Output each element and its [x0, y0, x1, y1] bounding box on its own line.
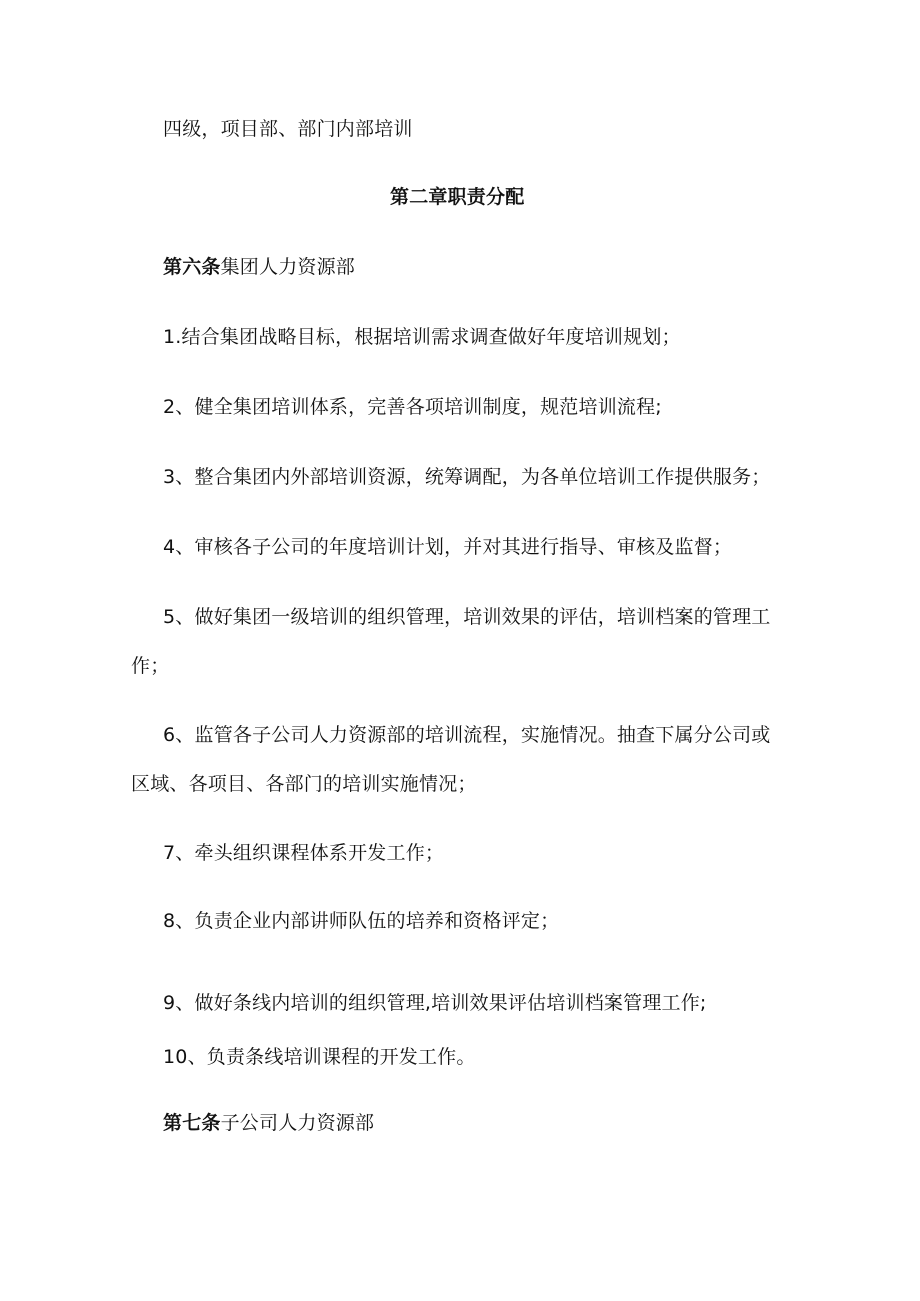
- article7-number: 第七条: [163, 1112, 221, 1134]
- article6-item-5-continued: 作；: [131, 655, 170, 677]
- article7-title: 子公司人力资源部: [220, 1112, 375, 1134]
- article6-item-10: 10、负责条线培训课程的开发工作。: [163, 1046, 476, 1068]
- article6-number: 第六条: [163, 256, 221, 278]
- chapter-title: 第二章职责分配: [390, 186, 525, 208]
- article6-item-4: 4、审核各子公司的年度培训计划，并对其进行指导、审核及监督；: [163, 536, 733, 558]
- article7-heading: [163, 1110, 374, 1136]
- article6-title: 集团人力资源部: [220, 256, 356, 278]
- article6-item-7: 7、牵头组织课程体系开发工作；: [163, 842, 445, 864]
- article6-item-9: 9、做好条线内培训的组织管理,培训效果评估培训档案管理工作;: [163, 992, 707, 1014]
- article6-item-2: 2、健全集团培训体系，完善各项培训制度，规范培训流程;: [163, 396, 662, 418]
- article6-item-6-continued: 区域、各项目、各部门的培训实施情况；: [131, 773, 477, 795]
- article6-item-6: 6、监管各子公司人力资源部的培训流程，实施情况。抽查下属分公司或: [163, 724, 771, 746]
- article6-item-3: 3、整合集团内外部培训资源，统筹调配，为各单位培训工作提供服务；: [163, 466, 771, 488]
- article6-item-8: 8、负责企业内部讲师队伍的培养和资格评定；: [163, 910, 560, 932]
- article6-item-1: 1.结合集团战略目标，根据培训需求调查做好年度培训规划；: [163, 326, 681, 348]
- article6-heading: [163, 254, 355, 280]
- level-four-line: 四级，项目部、部门内部培训: [163, 118, 413, 140]
- article6-item-5: 5、做好集团一级培训的组织管理，培训效果的评估，培训档案的管理工: [163, 606, 771, 628]
